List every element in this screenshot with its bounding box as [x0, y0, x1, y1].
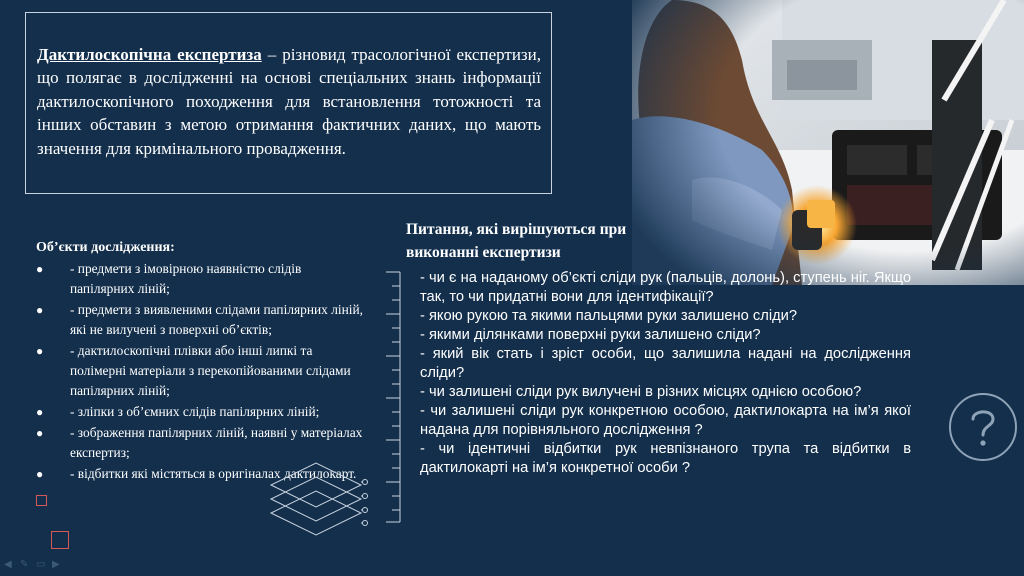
layers-icon	[266, 455, 376, 550]
prev-arrow-icon[interactable]: ◀	[4, 559, 12, 570]
question-circle-icon	[947, 391, 1019, 463]
list-item: - чи ідентичні відбитки рук невпізнаного трупа та відбитки в дактилокарті на ім’я конкретної особи ?	[420, 441, 911, 476]
decor-square-large	[51, 531, 69, 549]
bullet-icon: ●	[36, 262, 44, 276]
next-arrow-icon[interactable]: ▶	[52, 559, 60, 570]
pen-icon[interactable]: ✎	[20, 559, 29, 570]
list-item: - чи є на наданому об’єкті сліди рук (пальців, долонь), ступень ніг. Якщо так, то чи придатні вони для ідентифікації?	[420, 270, 911, 305]
bullet-icon: ●	[36, 426, 44, 440]
list-item: - який вік стать і зріст особи, що залишила надані на дослідження сліди?	[420, 346, 911, 381]
definition-term: Дактилоскопічна експертиза	[37, 45, 262, 64]
questions-title: Питання, які вирішуються при виконанні експертизи	[406, 221, 627, 261]
list-item: ● - предмети з імовірною наявністю слідів папілярних ліній;	[36, 261, 302, 296]
definition-body: – різновид трасологічної експертизи, що полягає в дослідженні на основі спеціальних знань інформації дактилоскопічного походження для встановлення тотожності та інших обставин з метою отримання фактичних даних, що мають значення для кримінального провадження.	[37, 45, 541, 158]
list-item: - якою рукою та якими пальцями руки залишено сліди?	[420, 308, 798, 324]
slide-nav	[4, 560, 62, 570]
list-item: - чи залишені сліди рук конкретною особою, дактилокарта на ім’я якої надана для порівняльного дослідження ?	[420, 403, 911, 438]
list-item: ● - зліпки з об’ємних слідів папілярних ліній;	[36, 402, 366, 422]
forensic-lab-photo	[632, 0, 1024, 285]
questions-list	[420, 269, 911, 478]
decor-square-small	[36, 495, 47, 506]
objects-section	[36, 240, 366, 485]
ruler-icon	[378, 270, 408, 530]
bullet-icon: ●	[36, 405, 44, 419]
list-item: ● - дактилоскопічні плівки або інші липкі та полімерні матеріали з перекопійованими слідами папілярних ліній;	[36, 343, 351, 398]
definition-box	[25, 12, 552, 194]
bullet-icon: ●	[36, 344, 44, 358]
bullet-icon: ●	[36, 303, 44, 317]
list-item: - якими ділянками поверхні руки залишено сліди?	[420, 327, 761, 343]
list-item: ● - зображення папілярних ліній, наявні у матеріалах експертиз;	[36, 425, 363, 460]
screen-icon[interactable]: ▭	[36, 559, 46, 570]
definition-text	[37, 43, 541, 160]
list-item: ● - предмети з виявленими слідами папілярних ліній, які не вилучені з поверхні об’єктів;	[36, 302, 364, 337]
objects-list	[36, 259, 366, 484]
list-item: ● - відбитки які містяться в оригіналах дактилокарт.	[36, 464, 366, 484]
bullet-icon: ●	[36, 467, 44, 481]
list-item: - чи залишені сліди рук вилучені в різних місцях однією особою?	[420, 384, 862, 400]
objects-title: Об’єкти дослідження:	[36, 240, 175, 255]
